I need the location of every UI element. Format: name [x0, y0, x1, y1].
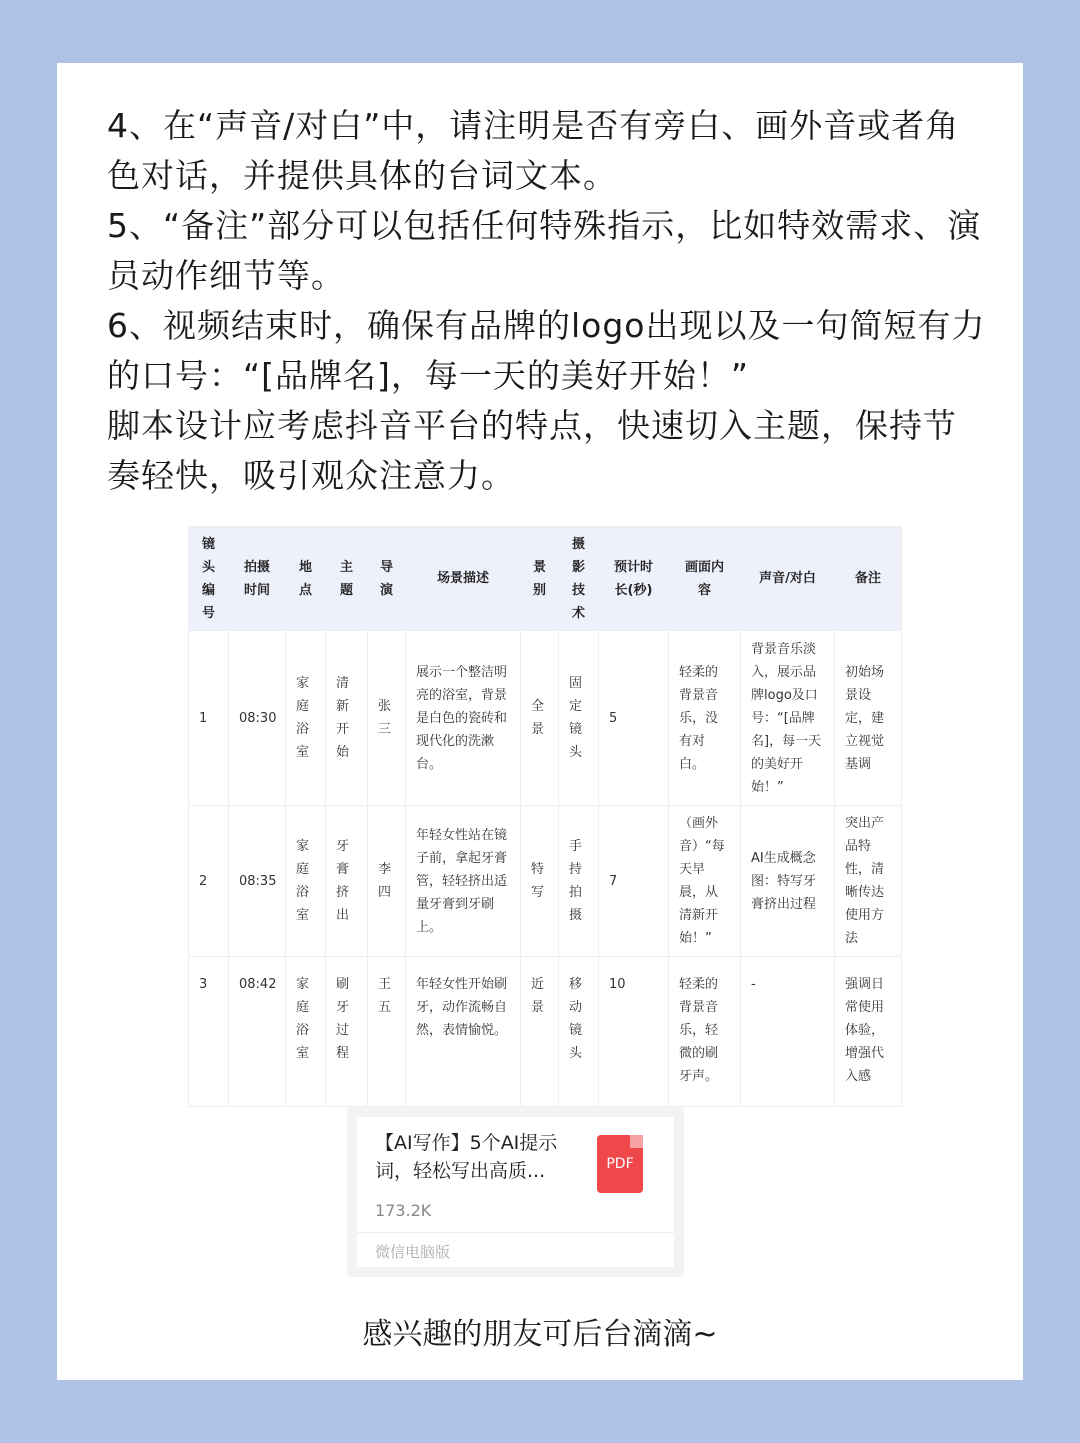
- header-location: 地点: [286, 527, 326, 631]
- table-cell: 5: [599, 631, 669, 806]
- pdf-file-icon: [597, 1135, 643, 1193]
- table-cell: 初始场景设定，建立视觉基调: [835, 631, 902, 806]
- table-cell: 移动镜头: [559, 957, 599, 1107]
- file-card-body[interactable]: [357, 1117, 674, 1267]
- header-audio: 声音/对白: [741, 527, 835, 631]
- header-duration: 预计时长(秒): [599, 527, 669, 631]
- table-cell: 近景: [521, 957, 559, 1107]
- table-cell: 家庭浴室: [286, 806, 326, 957]
- table-cell: 手持拍摄: [559, 806, 599, 957]
- paragraph-summary: 脚本设计应考虑抖音平台的特点，快速切入主题，保持节奏轻快，吸引观众注意力。: [107, 406, 957, 495]
- footer-caption: 感兴趣的朋友可后台滴滴~: [362, 1317, 718, 1352]
- paragraph-note-6: 6、视频结束时，确保有品牌的logo出现以及一句简短有力的口号：“[品牌名]，每一天的美好开始！”: [107, 306, 986, 395]
- table-row: [189, 806, 902, 957]
- shared-file-card[interactable]: [347, 1107, 684, 1277]
- table-cell: 3: [189, 957, 229, 1107]
- table-header-row: [189, 527, 902, 631]
- table-cell: 清新开始: [326, 631, 368, 806]
- file-card-divider: [357, 1232, 674, 1233]
- file-title: 【AI写作】5个AI提示词，轻松写出高质...: [375, 1132, 558, 1182]
- header-director: 导演: [368, 527, 406, 631]
- table-cell: 1: [189, 631, 229, 806]
- table-cell: 轻柔的背景音乐，没有对白。: [669, 631, 741, 806]
- paragraph-note-4: 4、在“声音/对白”中，请注明是否有旁白、画外音或者角色对话，并提供具体的台词文本。: [107, 106, 960, 195]
- table-cell: AI生成概念图：特写牙膏挤出过程: [741, 806, 835, 957]
- script-table: [188, 526, 902, 1107]
- table-row: [189, 631, 902, 806]
- table-cell: 全景: [521, 631, 559, 806]
- header-camera: 摄影技术: [559, 527, 599, 631]
- table-cell: 展示一个整洁明亮的浴室，背景是白色的瓷砖和现代化的洗漱台。: [406, 631, 521, 806]
- file-size: 173.2K: [375, 1201, 432, 1220]
- table-cell: 特写: [521, 806, 559, 957]
- header-theme: 主题: [326, 527, 368, 631]
- table-cell: 7: [599, 806, 669, 957]
- table-cell: 08:42: [229, 957, 286, 1107]
- table-cell: 年轻女性开始刷牙，动作流畅自然，表情愉悦。: [406, 957, 521, 1107]
- table-cell: 背景音乐淡入，展示品牌logo及口号：“[品牌名]，每一天的美好开始！”: [741, 631, 835, 806]
- header-shoot-time: 拍摄时间: [229, 527, 286, 631]
- pdf-icon-label: PDF: [606, 1156, 634, 1172]
- content-card: [57, 63, 1023, 1380]
- table-cell: 固定镜头: [559, 631, 599, 806]
- table-cell: 突出产品特性，清晰传达使用方法: [835, 806, 902, 957]
- header-shot-size: 景别: [521, 527, 559, 631]
- table-cell: -: [741, 957, 835, 1107]
- header-notes: 备注: [835, 527, 902, 631]
- table-cell: 10: [599, 957, 669, 1107]
- table-cell: 08:30: [229, 631, 286, 806]
- paragraph-note-5: 5、“备注”部分可以包括任何特殊指示，比如特效需求、演员动作细节等。: [107, 206, 982, 295]
- table-cell: （画外音）“每天早晨，从清新开始！”: [669, 806, 741, 957]
- table-cell: 年轻女性站在镜子前，拿起牙膏管，轻轻挤出适量牙膏到牙刷上。: [406, 806, 521, 957]
- table-cell: 强调日常使用体验，增强代入感: [835, 957, 902, 1107]
- table-cell: 刷牙过程: [326, 957, 368, 1107]
- script-table-image: [188, 526, 901, 1084]
- table-cell: 2: [189, 806, 229, 957]
- table-cell: 王五: [368, 957, 406, 1107]
- header-visual: 画面内容: [669, 527, 741, 631]
- table-cell: 08:35: [229, 806, 286, 957]
- table-cell: 轻柔的背景音乐，轻微的刷牙声。: [669, 957, 741, 1107]
- header-scene: 场景描述: [406, 527, 521, 631]
- table-cell: 牙膏挤出: [326, 806, 368, 957]
- table-cell: 张三: [368, 631, 406, 806]
- table-cell: 李四: [368, 806, 406, 957]
- file-source: 微信电脑版: [375, 1243, 451, 1261]
- table-cell: 家庭浴室: [286, 631, 326, 806]
- table-row: [189, 957, 902, 1107]
- header-shot-no: 镜头编号: [189, 527, 229, 631]
- pdf-corner-fold: [630, 1135, 643, 1148]
- table-cell: 家庭浴室: [286, 957, 326, 1107]
